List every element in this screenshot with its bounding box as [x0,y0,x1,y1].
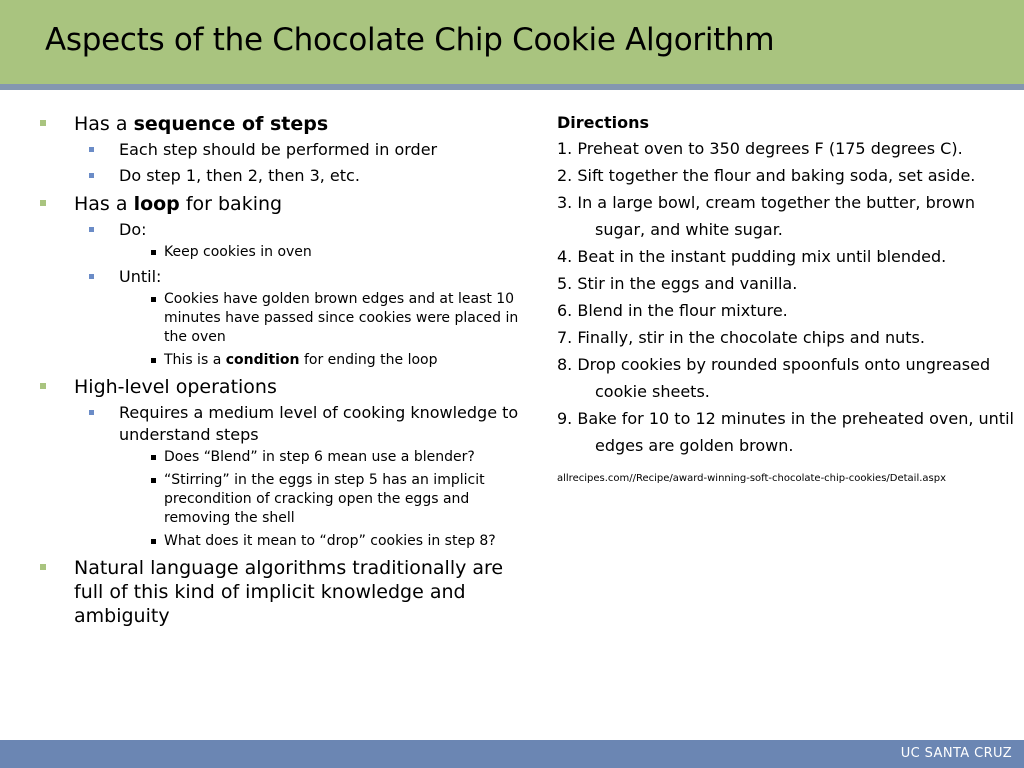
sub-list [74,402,528,551]
bullet-loop: Has a loop for baking Do: Keep cookies in oven Until: Cookies have golden brown edges and at least 10 minutes have passed since cookies were placed in the oven This is a condition for ending the loop [38,192,528,370]
source-citation: allrecipes.com//Recipe/award-winning-soft-chocolate-chip-cookies/Detail.aspx [557,473,947,484]
direction-step: 7. Finally, stir in the chocolate chips and nuts. [557,328,925,347]
list-item: Do step 1, then 2, then 3, etc. [74,165,528,187]
list-item: Each step should be performed in order [74,139,528,161]
direction-step: 2. Sift together the flour and baking soda, set aside. [557,166,976,185]
direction-step: 1. Preheat oven to 350 degrees F (175 degrees C). [557,139,963,158]
list-item: Keep cookies in oven [119,243,528,262]
directions-list [557,135,1017,459]
list-item: Do: Keep cookies in oven [74,219,528,262]
list-item: Requires a medium level of cooking knowledge to understand steps Does “Blend” in step 6 mean use a blender? “Stirring” in the eggs in step 5 has an implicit precondition of cracking open the eggs and removing the shell What does it mean to “drop” cookies in step 8? [74,402,528,551]
directions-heading: Directions [557,113,650,132]
list-item: Cookies have golden brown edges and at least 10 minutes have passed since cookies were placed in the oven [119,290,528,347]
sub-sub-list [119,448,528,551]
bullet-list [38,112,528,628]
list-item: Does “Blend” in step 6 mean use a blender? [119,448,528,467]
direction-step: 4. Beat in the instant pudding mix until blended. [557,247,947,266]
sub-sub-list [119,290,528,370]
list-item: This is a condition for ending the loop [119,351,528,370]
direction-step: 6. Blend in the flour mixture. [557,301,788,320]
title-rule [0,84,1024,90]
sub-list [74,219,528,370]
sub-sub-list [119,243,528,262]
left-column [38,112,528,633]
footer-label: UC SANTA CRUZ [900,746,1012,761]
bullet-natural-language: Natural language algorithms traditionally are full of this kind of implicit knowledge and ambiguity [38,556,528,628]
direction-step: 5. Stir in the eggs and vanilla. [557,274,798,293]
sub-list [74,139,528,187]
list-item: “Stirring” in the eggs in step 5 has an implicit precondition of cracking open the eggs and removing the shell [119,471,528,528]
footer-bar [0,740,1024,768]
direction-step: 9. Bake for 10 to 12 minutes in the preheated oven, until edges are golden brown. [557,409,1014,455]
direction-step: 3. In a large bowl, cream together the butter, brown sugar, and white sugar. [557,193,975,239]
directions-panel [557,111,1017,484]
list-item: Until: Cookies have golden brown edges and at least 10 minutes have passed since cookies were placed in the oven This is a condition for ending the loop [74,266,528,370]
bullet-high-level: High-level operations Requires a medium level of cooking knowledge to understand steps Does “Blend” in step 6 mean use a blender? “Stirring” in the eggs in step 5 has an implicit precondition of cracking open the eggs and removing the shell What does it mean to “drop” cookies in step 8? [38,375,528,551]
slide-title: Aspects of the Chocolate Chip Cookie Algorithm [45,22,775,58]
direction-step: 8. Drop cookies by rounded spoonfuls onto ungreased cookie sheets. [557,355,991,401]
bullet-sequence: Has a sequence of steps Each step should be performed in order Do step 1, then 2, then 3, etc. [38,112,528,187]
list-item: What does it mean to “drop” cookies in step 8? [119,532,528,551]
